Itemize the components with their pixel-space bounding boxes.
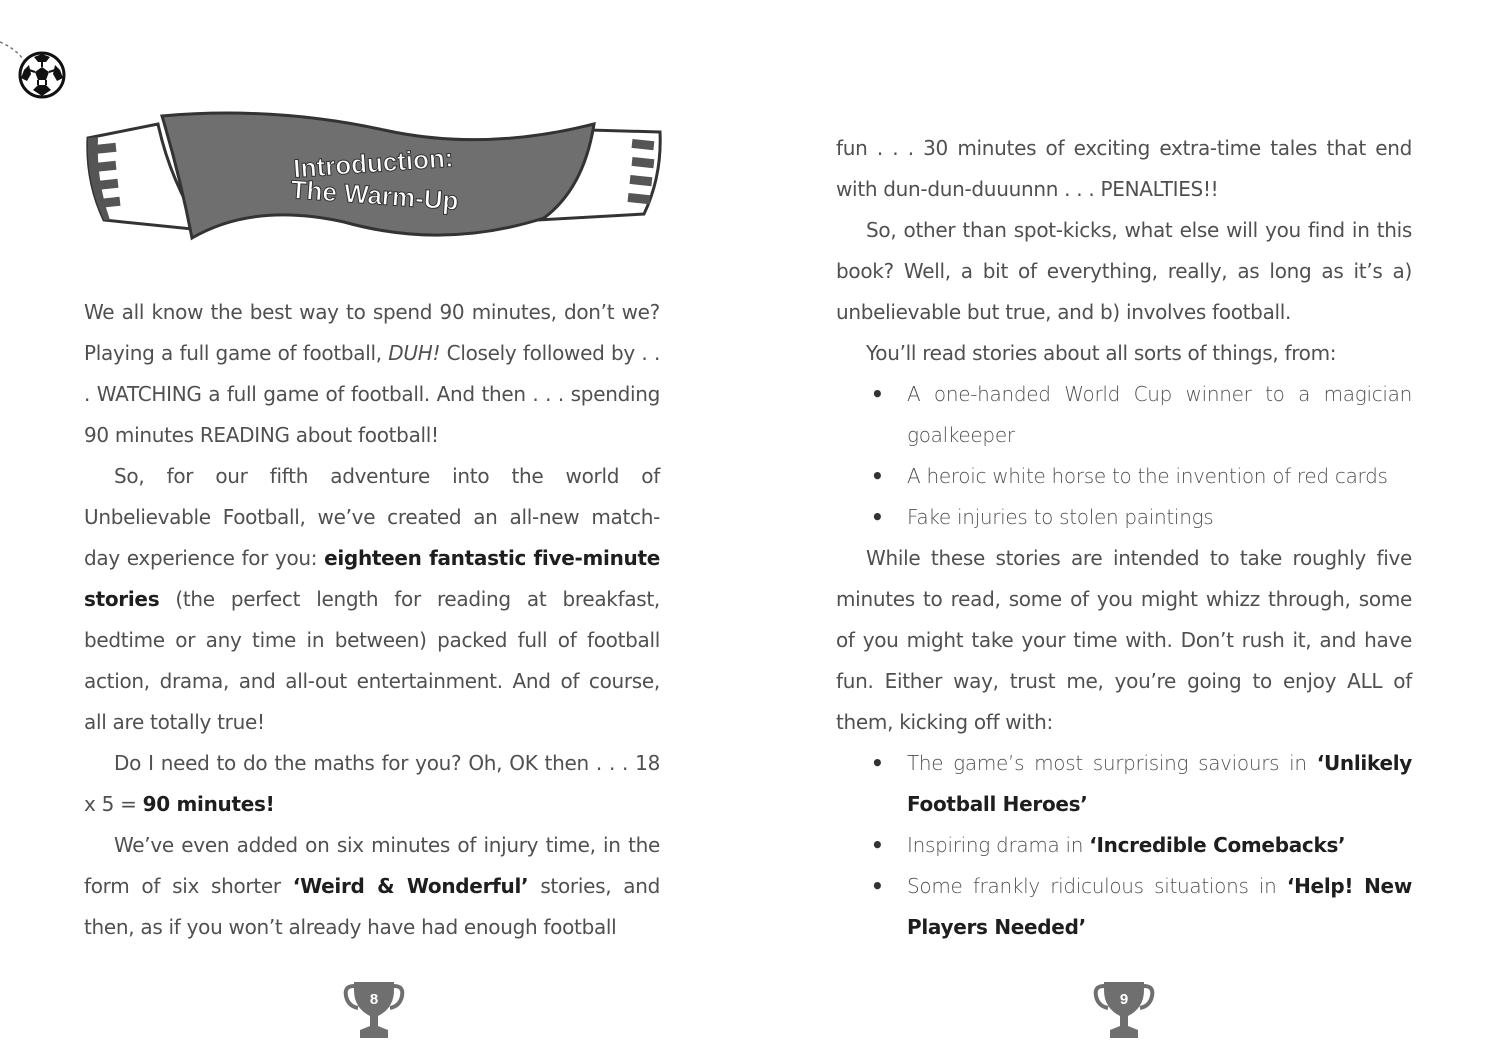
bullet-list-sections xyxy=(836,743,1412,948)
paragraph-what-else: So, other than spot-kicks, what else will you find in this book? Well, a bit of everything, really, as long as it’s a) unbelievable but true, and b) involves football. xyxy=(836,218,1412,324)
trophy-icon xyxy=(342,976,406,1040)
paragraph-stories-from: You’ll read stories about all sorts of things, from: xyxy=(866,341,1337,365)
banner-title-line1: Introduction: xyxy=(292,142,455,184)
paragraph-fifth-adventure: So, for our fifth adventure into the world of Unbelievable Football, we’ve created an all-new match-day experience for you: eighteen fantastic five-minute stories (the perfect length for reading at breakfast, bedtime or any time in between) packed full of football action, drama, and all-out entertainment. And of course, all are totally true! xyxy=(84,464,660,734)
list-item: • A heroic white horse to the invention of red cards xyxy=(871,464,1388,488)
right-page xyxy=(750,0,1500,1064)
list-item: • Some frankly ridiculous situations in ‘Help! New Players Needed’ xyxy=(871,874,1412,939)
scarf-banner xyxy=(84,110,664,250)
banner-title-line2: The Warm-Up xyxy=(289,174,460,216)
bullet-list-topics xyxy=(836,374,1412,538)
page-number: 8 xyxy=(369,991,379,1008)
list-item: • The game’s most surprising saviours in ‘Unlikely Football Heroes’ xyxy=(871,751,1412,816)
paragraph-intro: We all know the best way to spend 90 minutes, don’t we? Playing a full game of football, DUH! Closely followed by . . . WATCHING a full game of football. And then . . . spending 90 minutes READING about football! xyxy=(84,300,660,447)
football-icon xyxy=(0,20,70,100)
paragraph-injury-time: We’ve even added on six minutes of injury time, in the form of six shorter ‘Weird & Wonderful’ stories, and then, as if you won’t already have had enough football xyxy=(84,833,660,939)
paragraph-five-minutes: While these stories are intended to take roughly five minutes to read, some of you might whizz through, some of you might take your time with. Don’t rush it, and have fun. Either way, trust me, you’re going to enjoy ALL of them, kicking off with: xyxy=(836,546,1412,734)
paragraph-maths: Do I need to do the maths for you? Oh, OK then . . . 18 x 5 = 90 minutes! xyxy=(84,751,660,816)
trophy-icon xyxy=(1092,976,1156,1040)
page-number: 9 xyxy=(1119,991,1129,1008)
list-item: • Inspiring drama in ‘Incredible Comebacks’ xyxy=(871,833,1346,857)
list-item: • Fake injuries to stolen paintings xyxy=(871,505,1214,529)
paragraph-extra-time: fun . . . 30 minutes of exciting extra-time tales that end with dun-dun-duuunnn . . . PENALTIES!! xyxy=(836,136,1412,201)
list-item: • A one-handed World Cup winner to a magician goalkeeper xyxy=(871,382,1412,447)
